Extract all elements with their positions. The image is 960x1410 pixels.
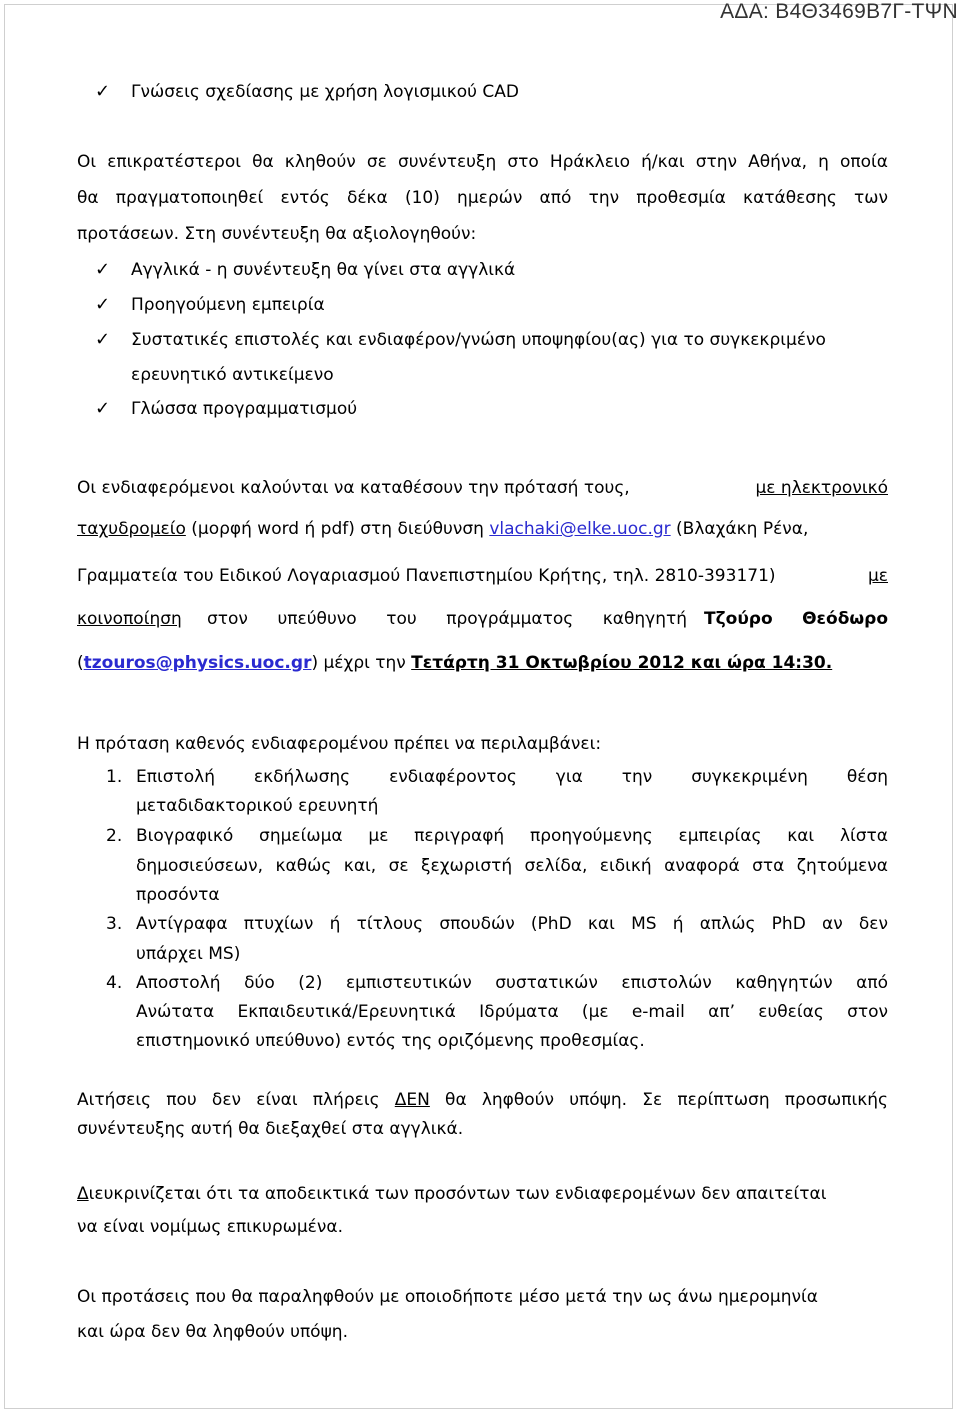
paren: ( — [77, 653, 84, 673]
item-text: υπάρχει MS) — [136, 944, 241, 964]
notes-text: Αιτήσεις που δεν είναι πλήρεις — [77, 1090, 395, 1110]
item-text: Βιογραφικό σημείωμα με περιγραφή προηγούμενης εμπειρίας και λίστα — [136, 826, 888, 846]
submission-text: Οι ενδιαφερόμενοι καλούνται να καταθέσουν την πρότασή τους, — [77, 478, 630, 498]
submission-line-1 — [77, 477, 888, 499]
submission-line-3 — [77, 565, 888, 587]
item-number: 2. — [106, 826, 123, 846]
interview-line-2: θα πραγματοποιηθεί εντός δέκα (10) ημερών από την προθεσμία κατάθεσης των — [77, 188, 888, 208]
ada-code: ΑΔΑ: Β4Θ3469Β7Γ-ΤΨΝ — [720, 0, 958, 23]
submission-line-4 — [77, 608, 888, 630]
check-icon: ✓ — [95, 259, 111, 280]
check-icon: ✓ — [95, 81, 111, 102]
item-text: Αντίγραφα πτυχίων ή τίτλους σπουδών (PhD και MS ή απλώς PhD αν δεν — [136, 914, 888, 934]
item-number: 1. — [106, 767, 123, 787]
item-text: μεταδιδακτορικού ερευνητή — [136, 796, 379, 816]
check-icon: ✓ — [95, 398, 111, 419]
criteria-text-continued: ερευνητικό αντικείμενο — [131, 365, 334, 385]
submission-text: ) μέχρι την — [311, 653, 412, 673]
email-link-vlachaki[interactable]: vlachaki@elke.uoc.gr — [489, 519, 671, 539]
check-icon: ✓ — [95, 329, 111, 350]
deadline: Τετάρτη 31 Οκτωβρίου 2012 και ώρα 14:30. — [411, 653, 833, 673]
notes-text: θα ληφθούν υπόψη. Σε περίπτωση προσωπικής — [429, 1090, 888, 1110]
criteria-text: Προηγούμενη εμπειρία — [131, 295, 325, 315]
cc-label-cont: κοινοποίηση — [77, 609, 182, 629]
criteria-item — [77, 259, 888, 281]
late-line-2: και ώρα δεν θα ληφθούν υπόψη. — [77, 1322, 348, 1342]
submission-email-label: με ηλεκτρονικό — [755, 478, 888, 498]
clarify-line-2: να είναι νομίμως επικυρωμένα. — [77, 1217, 343, 1237]
submission-text: (μορφή word ή pdf) στη διεύθυνση — [185, 519, 490, 539]
item-number: 4. — [106, 973, 123, 993]
intro-bullet — [77, 81, 888, 103]
criteria-text: Αγγλικά - η συνέντευξη θα γίνει στα αγγλικά — [131, 260, 516, 280]
email-link-tzouros[interactable]: tzouros@physics.uoc.gr — [83, 653, 312, 673]
item-text: Επιστολή εκδήλωσης ενδιαφέροντος για την συγκεκριμένη θέση — [136, 767, 888, 787]
check-icon: ✓ — [95, 294, 111, 315]
item-text: επιστημονικό υπεύθυνο) εντός της οριζόμενης προθεσμίας. — [136, 1031, 645, 1051]
criteria-text: Γλώσσα προγραμματισμού — [131, 399, 358, 419]
criteria-item — [77, 398, 888, 420]
criteria-item — [77, 329, 888, 351]
incomplete-line-1 — [77, 1089, 888, 1111]
submission-line-5 — [77, 652, 888, 674]
submission-text: (Βλαχάκη Ρένα, — [670, 519, 809, 539]
submission-text: στον υπεύθυνο του προγράμματος καθηγητή — [207, 609, 687, 629]
professor-name: Τζούρο Θεόδωρο — [704, 609, 888, 629]
proposal-title: Η πρόταση καθενός ενδιαφερομένου πρέπει να περιλαμβάνει: — [77, 734, 602, 754]
clarify-line-1 — [77, 1183, 888, 1205]
interview-line-3: προτάσεων. Στη συνέντευξη θα αξιολογηθούν: — [77, 224, 477, 244]
intro-bullet-text: Γνώσεις σχεδίασης με χρήση λογισμικού CAD — [131, 82, 519, 102]
notes-text: ιευκρινίζεται ότι τα αποδεικτικά των προσόντων των ενδιαφερομένων δεν απαιτείται — [88, 1184, 827, 1204]
submission-email-label-cont: ταχυδρομείο — [77, 519, 186, 539]
item-text: Ανώτατα Εκπαιδευτικά/Ερευνητικά Ιδρύματα (με e-mail απ’ ευθείας στον — [136, 1002, 888, 1022]
late-line-1: Οι προτάσεις που θα παραληφθούν με οποιοδήποτε μέσο μετά την ως άνω ημερομηνία — [77, 1287, 818, 1307]
submission-text: Γραμματεία του Ειδικού Λογαριασμού Πανεπιστημίου Κρήτης, τηλ. 2810-393171) — [77, 566, 776, 586]
criteria-text: Συστατικές επιστολές και ενδιαφέρον/γνώση υποψηφίου(ας) για το συγκεκριμένο — [131, 330, 826, 350]
emphasis-not: ΔΕΝ — [394, 1090, 430, 1110]
interview-line-1: Οι επικρατέστεροι θα κληθούν σε συνέντευξη στο Ηράκλειο ή/και στην Αθήνα, η οποία — [77, 152, 888, 172]
item-text: δημοσιεύσεων, καθώς και, σε ξεχωριστή σελίδα, ειδική αναφορά στα ζητούμενα — [136, 856, 888, 876]
criteria-item — [77, 294, 888, 316]
item-number: 3. — [106, 914, 123, 934]
item-text: προσόντα — [136, 885, 220, 905]
submission-line-2 — [77, 518, 888, 540]
item-text: Αποστολή δύο (2) εμπιστευτικών συστατικών επιστολών καθηγητών από — [136, 973, 888, 993]
clarify-initial: Δ — [77, 1184, 89, 1204]
cc-label: με — [867, 566, 888, 586]
incomplete-line-2: συνέντευξης αυτή θα διεξαχθεί στα αγγλικά. — [77, 1119, 464, 1139]
